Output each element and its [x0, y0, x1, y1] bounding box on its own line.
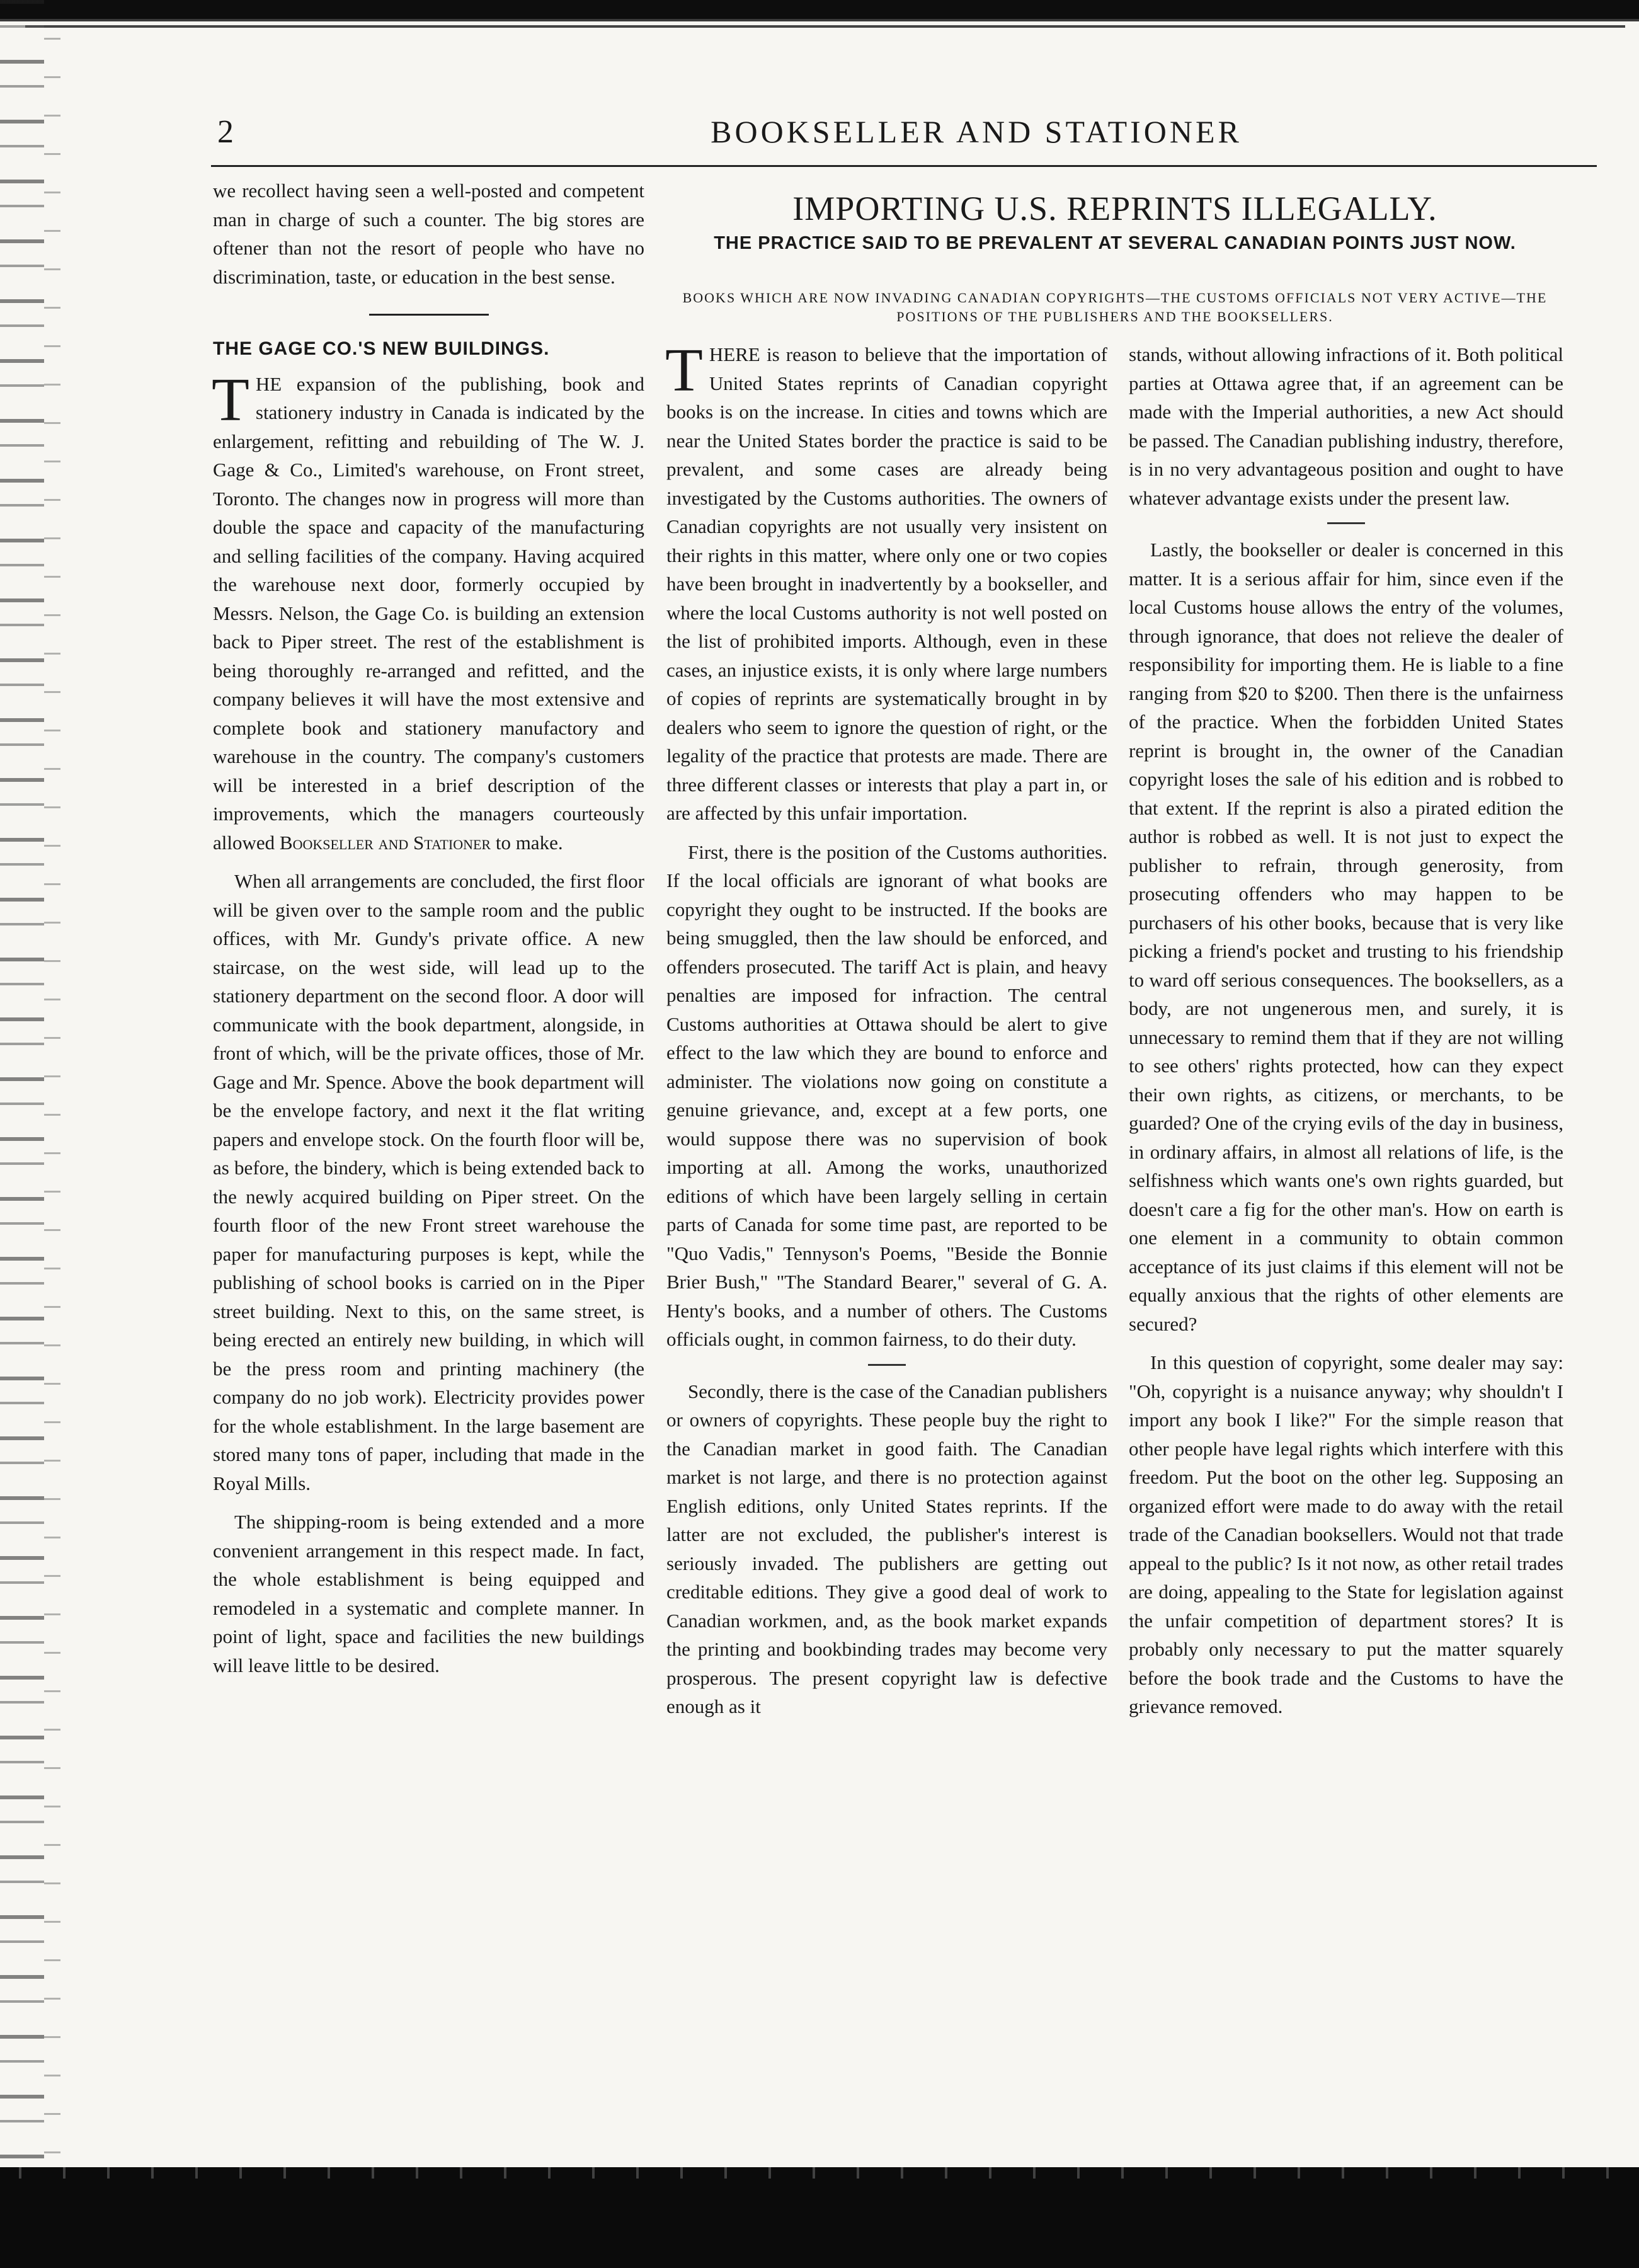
paragraph: stands, without allowing infractions of it. Both political parties at Ottawa agree that, if an agreement can be made with the Imperial authorities, a new Act should be passed. The Canadian publishing industry, therefore, is in no very advantageous position and ought to have whatever advantage exists under the present law.: [1129, 343, 1563, 509]
paragraph: Lastly, the bookseller or dealer is concerned in this matter. It is a serious affair for him, since even if the local Customs house allows the entry of the volumes, through ignorance, that does not relieve the dealer of responsibility for importing them. He is liable to a fine ranging from $20 to $200. Then there is the unfairness of the practice. When the forbidden United States reprint is brought in, the owner of the Canadian copyright loses the sale of his edition and is robbed to that extent. If the reprint is also a pirated edition the author is robbed as well. It is not just to expect the publisher to refrain, through generosity, from prosecuting offenders who may happen to be purchasers of his other books, because that is very like picking a friend's pocket and trusting to his friendship to ward off serious consequences. The booksellers, as a body, are not ungenerous men, and surely, it is unnecessary to remind them that if they are not willing to see others' rights protected, how can they expect their own rights, as citizens, or merchants, to be guarded? One of the crying evils of the day in business, in ordinary affairs, in almost all relations of life, is the selfishness which wants one's own rights guarded, but doesn't care a fig for the other man's. How on earth is one element in a community to obtain common acceptance of its just claims if this element will not be equally anxious that the rights of other elements are secured?: [1129, 539, 1563, 1335]
paragraph: When all arrangements are concluded, the first floor will be given over to the sample room and the public offices, with Mr. Gundy's private office. A new staircase, on the west side, will lead up to the stationery department on the second floor. A door will communicate with the book department, alongside, in front of which, will be the private offices, those of Mr. Gage and Mr. Spence. Above the book department will be the envelope factory, and next it the flat writing papers and envelope stock. On the fourth floor will be, as before, the bindery, which is being extended back to the newly acquired building on Piper street. On the fourth floor of the new Front street warehouse the paper for manufacturing purposes is kept, while the publishing of school books is carried on in the Piper street building. Next to this, on the same street, is being erected an entirely new building, in which will be the press room and printing machinery (the company do no job work). Electricity provides power for the whole establishment. In the large basement are stored many tons of paper, including that made in the Royal Mills.: [213, 870, 644, 1494]
section-divider: [369, 314, 489, 316]
page-number: 2: [217, 114, 234, 150]
scan-left-edge-marks: [44, 38, 60, 2224]
paragraph: THE expansion of the publishing, book and stationery industry in Canada is indicated by the enlargement, refitting and rebuilding of The W. J. Gage & Co., Limited's warehouse, on Front street, Toronto. The changes now in progress will more than double the space and capacity of the manufacturing and selling facilities of the company. Having acquired the warehouse next door, formerly occupied by Messrs. Nelson, the Gage Co. is building an extension back to Piper street. The rest of the establishment is being thoroughly re-arranged and refitted, and the company believes it will have the most extensive and complete book and stationery manufactory and warehouse in the country. The company's customers will be interested in a brief description of the improvements, which the managers courteously allowed Bookseller and Stationer to make.: [212, 365, 644, 854]
paragraph: we recollect having seen a well-posted and competent man in charge of such a counter. The big stores are oftener than not the resort of people who have no discrimination, taste, or education in the best sense.: [213, 180, 644, 288]
scan-top-rule: [25, 25, 1625, 28]
paragraph: THERE is reason to believe that the importation of United States reprints of Canadian copyright books is on the increase. In cities and towns which are near the United States border the practice is said to be prevalent, and some cases are already being investigated by the Customs authorities. The owners of Canadian copyrights are not usually very insistent on their rights in this matter, where only one or two copies have been brought in inadvertently by a bookseller, and where the local Customs authority is not well posted on the list of prohibited imports. Although, even in these cases, an injustice exists, it is only where large numbers of copies of reprints are systematically brought in by dealers who seem to ignore the question of right, or the legality of the practice that protests are made. There are three different classes or interests that play a part in, or are affected by this unfair importation.: [665, 336, 1107, 824]
paragraph-divider: [868, 1364, 906, 1366]
scan-top-border: [0, 0, 1639, 44]
column-right: [1129, 340, 1563, 1731]
paragraph: Secondly, there is the case of the Canadian publishers or owners of copyrights. These people buy the right to the Canadian market in good faith. The Canadian market is not large, and there is no protection against English editions, only United States reprints. If the latter are not excluded, the publisher's interest is seriously invaded. The publishers are getting out creditable editions. They give a good deal of work to Canadian workmen, and, as the book market expands the printing and bookbinding trades may become very prosperous. The present copyright law is defective enough as it: [666, 1380, 1107, 1717]
paragraph: The shipping-room is being extended and a more convenient arrangement in this respect made. In fact, the whole establishment is being equipped and remodeled in a systematic and complete manner. In point of light, space and facilities the new buildings will leave little to be desired.: [213, 1511, 644, 1676]
article-deck: BOOKS WHICH ARE NOW INVADING CANADIAN COPYRIGHTS—THE CUSTOMS OFFICIALS NOT VERY ACTIVE—THE POSITIONS OF THE PUBLISHERS AND THE BOOKSELLERS.: [682, 290, 1548, 324]
paragraph-divider: [1327, 522, 1365, 524]
column-middle: [665, 336, 1107, 1731]
publication-name: Bookseller and Stationer: [279, 831, 491, 854]
running-title: BOOKSELLER AND STATIONER: [711, 114, 1242, 149]
drop-cap: T: [212, 365, 249, 434]
header-rule: [211, 165, 1597, 167]
column-left: [213, 176, 644, 1690]
scan-left-edge: [0, 0, 44, 2268]
section-heading: THE GAGE CO.'S NEW BUILDINGS.: [213, 338, 550, 359]
scan-bottom-border: [0, 2167, 1639, 2268]
article-title: IMPORTING U.S. REPRINTS ILLEGALLY.: [792, 190, 1437, 227]
paragraph: In this question of copyright, some dealer may say: "Oh, copyright is a nuisance anyway; why shouldn't I import any book I like?" For the simple reason that other people have legal rights which interfere with this freedom. Put the boot on the other leg. Supposing an organized effort were made to do away with the retail trade of the Canadian booksellers. Would not that trade appeal to the public? Is it not now, as other retail trades are doing, appealing to the State for legislation against the unfair competition of department stores? It is probably only necessary to put the matter squarely before the book trade and the Customs to have the grievance removed.: [1129, 1351, 1563, 1717]
paragraph: First, there is the position of the Customs authorities. If the local officials are ignorant of what books are copyright they ought to be instructed. If the books are being smuggled, then the law should be enforced, and offenders prosecuted. The tariff Act is plain, and heavy penalties are imposed for infraction. The central Customs authorities at Ottawa should be alert to give effect to the law which they are bound to enforce and administer. The violations now going on constitute a genuine grievance, and, except at a few ports, one would suppose there was no supervision of book importing at all. Among the works, unauthorized editions of which have been largely selling in certain parts of Canada for some time past, are reported to be "Quo Vadis," Tennyson's Poems, "Beside the Bonnie Brier Bush," "The Standard Bearer," several of G. A. Henty's books, and a number of others. The Customs officials ought, in common fairness, to do their duty.: [666, 840, 1107, 1350]
article-subtitle: THE PRACTICE SAID TO BE PREVALENT AT SEVERAL CANADIAN POINTS JUST NOW.: [714, 233, 1516, 253]
drop-cap: T: [665, 336, 703, 404]
